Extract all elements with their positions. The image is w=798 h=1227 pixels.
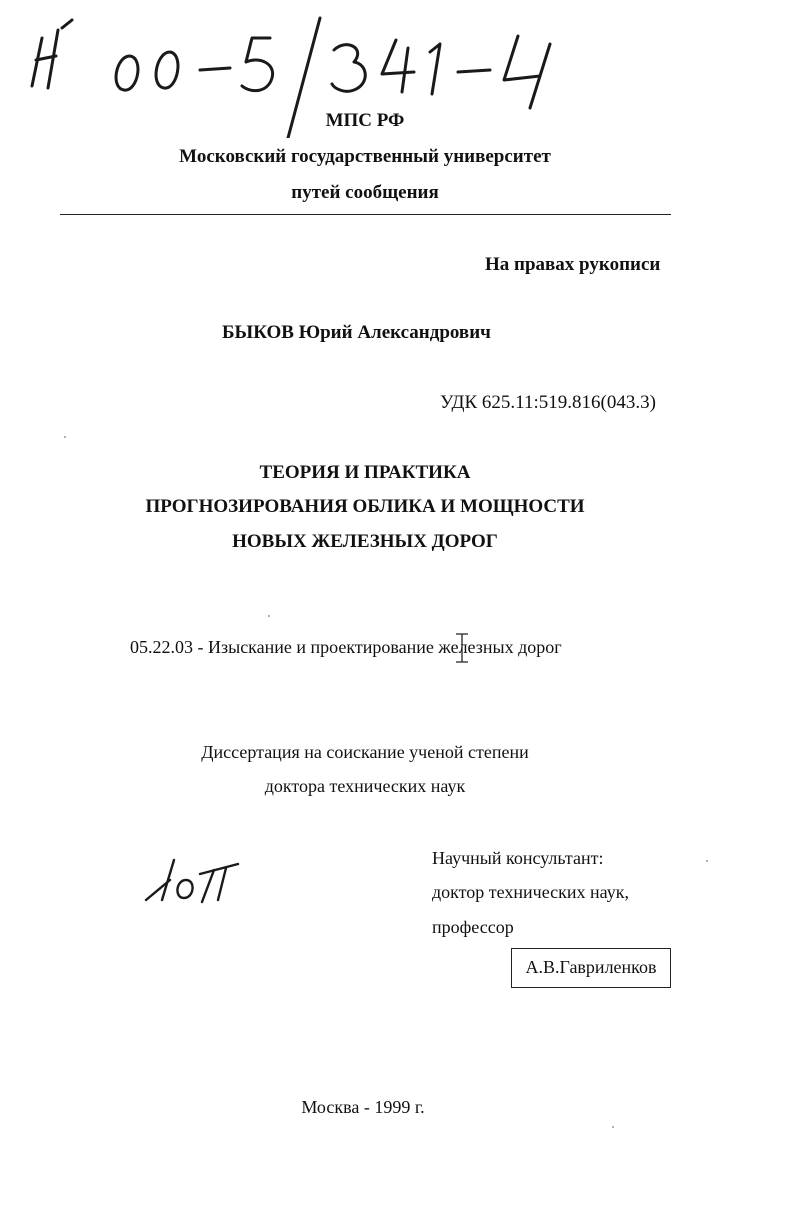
consultant-name: А.В.Гавриленков [525, 957, 657, 977]
scan-speck [612, 1126, 614, 1128]
specialty-code: 05.22.03 - Изыскание и проектирование железных дорог [130, 637, 562, 657]
university-name-line2: путей сообщения [291, 182, 439, 203]
ministry-name: МПС РФ [325, 110, 405, 131]
scan-speck [268, 615, 270, 617]
udc-code: УДК 625.11:519.816(043.3) [440, 392, 656, 413]
dissertation-line1: Диссертация на соискание ученой степени [201, 742, 529, 762]
consultant-degree: доктор технических наук, [432, 882, 629, 902]
rights-note: На правах рукописи [485, 254, 661, 275]
author-signature [140, 852, 260, 912]
handwritten-number-text [26, 14, 471, 88]
title-line2: ПРОГНОЗИРОВАНИЯ ОБЛИКА И МОЩНОСТИ [145, 496, 585, 517]
consultant-name-box [511, 948, 671, 988]
consultant-title: профессор [432, 917, 514, 937]
scan-speck [64, 436, 66, 438]
dissertation-line2: доктора технических наук [264, 776, 466, 796]
university-name-line1: Московский государственный университет [179, 146, 551, 167]
title-line3: НОВЫХ ЖЕЛЕЗНЫХ ДОРОГ [232, 531, 498, 552]
header-divider [60, 214, 671, 215]
correction-mark [452, 630, 472, 666]
consultant-label: Научный консультант: [432, 848, 604, 868]
author-name: БЫКОВ Юрий Александрович [222, 322, 491, 343]
city-year: Москва - 1999 г. [301, 1097, 425, 1117]
title-line1: ТЕОРИЯ И ПРАКТИКА [259, 462, 471, 483]
scan-speck [706, 860, 708, 862]
